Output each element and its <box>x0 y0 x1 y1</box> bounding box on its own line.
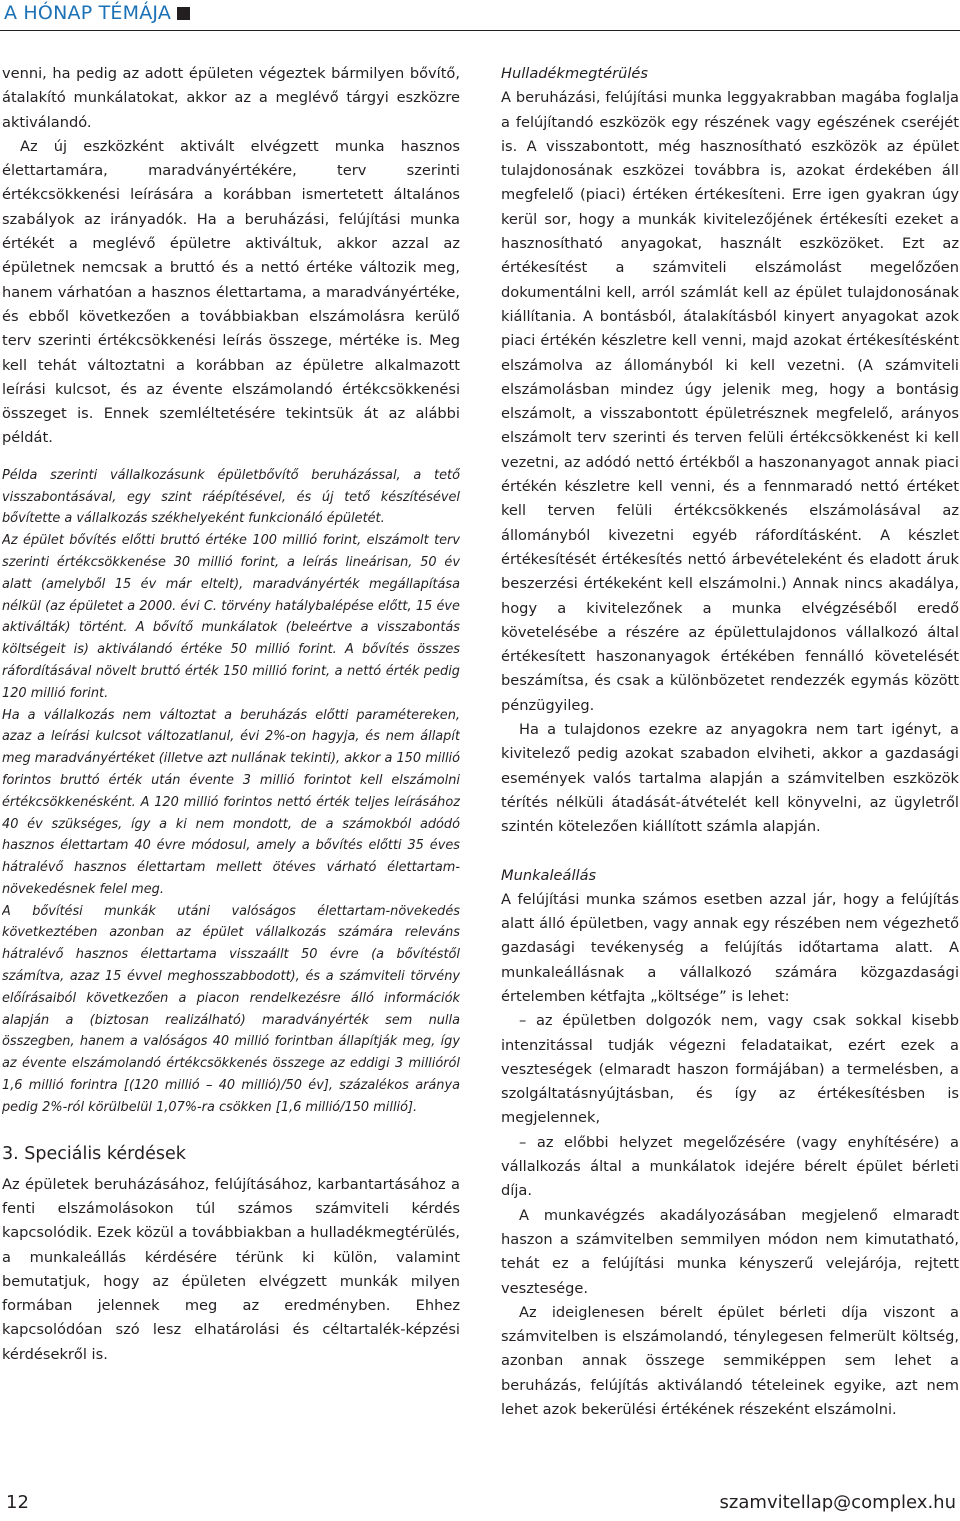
list-item: – az előbbi helyzet megelőzésére (vagy enyhítésére) a vállalkozás által a munkálatok idejére bérelt épület bérleti díja. <box>501 1133 959 1200</box>
section-square-icon <box>177 7 190 20</box>
paragraph: Az ideiglenesen bérelt épület bérleti díja viszont a számvitelben is elszámolandó, ténylegesen felmerült költség, azonban annak összege semmiképpen sem lehet a beruházás, felújítás aktiválandó tételeinek egyike, azt nem lehet azok bekerülési értékének részeként elszámolni. <box>501 1303 959 1419</box>
paragraph: A felújítási munka számos esetben azzal jár, hogy a felújítás alatt álló épületben, vagy annak egy részében nem végezhető gazdasági tevékenység a felújítás időtartama alatt. A munkaleállásnak a vállalkozó számára közgazdasági értelemben kétfajta „költsége” is lehet: <box>501 890 959 1005</box>
example-paragraph: Az épület bővítés előtti bruttó értéke 100 millió forint, elszámolt terv szerinti értékcsökkenése 30 millió forint, a leírás lineárisan, 50 év alatt (amelyből 15 év már eltelt), maradványérték megállapítása nélkül (az épületet a 2000. évi C. törvény hatálybalépése előtt, 15 éve aktiválták) történt. A bővítő munkálatok (beleértve a visszabontás költségeit is) aktiválandó értéke 50 millió forint. A bővítés összes ráfordításával növelt bruttó érték 150 millió forint, a nettó érték pedig 120 millió forint. <box>2 533 460 701</box>
example-paragraph: Példa szerinti vállalkozásunk épületbővítő beruházással, a tető visszabontásával, egy szint ráépítésével, és új tető készítésével bővítette a vállalkozás székhelyeként funkcionáló épületét. <box>2 467 460 527</box>
page-header <box>0 0 960 36</box>
footer-email[interactable]: szamvitellap@complex.hu <box>719 1492 956 1513</box>
paragraph: A munkavégzés akadályozásában megjelenő elmaradt haszon a számvitelben semmilyen módon nem kimutatható, tehát ez a felújítási munka kényszerű velejárója, rejtett vesztesége. <box>501 1206 959 1297</box>
paragraph: venni, ha pedig az adott épületen végeztek bármilyen bővítő, átalakító munkálatokat, akkor az a meglévő tárgyi eszközre aktiválandó. <box>2 65 460 131</box>
subheading: Munkaleállás <box>501 866 597 884</box>
list-item: – az épületben dolgozók nem, vagy csak sokkal kisebb intenzitással tudják végezni feladataikat, ezért ezek a veszteségek (elmaradt haszon formájában) a termelésben, a szolgáltatásnyújtásban, és így az értékesítésben is megjelennek, <box>501 1012 959 1127</box>
paragraph: Ha a tulajdonos ezekre az anyagokra nem tart igényt, a kivitelező pedig azokat szabadon elviheti, akkor a gazdasági események valós tartalma alapján a számvitelben eszközök térítés nélküli átadását-átvételét kell könyvelni, az ügyletről szintén kötelezően kiállított számla alapján. <box>501 721 959 836</box>
left-column <box>2 62 460 1462</box>
paragraph: A beruházási, felújítási munka leggyakrabban magába foglalja a felújítandó eszközök egy részének vagy egészének cseréjét is. A visszabontott, még hasznosítható eszközök az épület tulajdonosának eszközei továbbra is, azokat érdekében áll megfelelő (piaci) értéken értékesíteni. Erre igen gyakran úgy kerül sor, hogy a munkák kivitelezőjének értékesíti ezeket a hasznosítható anyagokat, használt eszközöket. Ezt az értékesítést a számviteli elszámolást megelőzően dokumentálni kell, arról számlát kell az épület tulajdonosának kiállítania. A bontásból, átalakításból kinyert anyagokat azok piaci értékén készletre kell venni, majd azokat értékesítésként elszámolva az állományból ki kell vezetni. (A számviteli elszámolásban mindez úgy jelenik meg, hogy a bontásig elszámolt, a visszabontott épületrésznek megfelelő, arányos elszámolt terv szerinti és terven felüli értékcsökkenést ki kell vezetni, az adódó nettó értékből a haszonanyagot annak piaci értékén készletre kell venni, és a fennmaradó nettó értéket kell terven felüli értékcsökkenés elszámolásával az állományból kivezetni egyéb ráfordításként. A készlet értékesítését értékesítés nettó árbevételeként és eladott áruk beszerzési értékeként kell elszámolni.) Annak nincs akadálya, hogy a kivitelezőnek a munka elvégzéséből eredő követelésébe a részére az épülettulajdonos vállalkozó által értékesített haszonanyagok értékében fennálló követelését beszámítsa, és csak a különbözetet rendezzék egymás között pénzügyileg. <box>501 89 959 714</box>
paragraph: Az épületek beruházásához, felújításához, karbantartásához a fenti elszámolásokon túl számos számviteli kérdés kapcsolódik. Ezek közül a továbbiakban a hulladékmegtérülés, a munkaleállás kérdésére térünk ki külön, valamint bemutatjuk, hogy az épületen elvégzett munkák milyen formában jelennek meg az eredményben. Ehhez kapcsolódóan szó lesz elhatárolási és céltartalék-képzési kérdésekről is. <box>2 1175 460 1363</box>
page-footer <box>0 1490 960 1518</box>
paragraph: Az új eszközként aktivált elvégzett munka hasznos élettartamára, maradványértékére, terv szerinti értékcsökkenési leírására a korábban ismertetett általános szabályok az irányadók. Ha a beruházási, felújítási munka értékét a meglévő épületre aktiváltuk, akkor azzal az épületnek nemcsak a bruttó és a nettó értéke változik meg, hanem várhatóan a hasznos élettartama, a maradványértéke, és ebből következően a továbbiakban elszámolásra kerülő terv szerinti értékcsökkenési leírás összege, mértéke is. Meg kell tehát változtatni a korábban az épületre alkalmazott leírási kulcsot, és az évente elszámolandó értékcsökkenési összeget is. Ennek szemléltetésére tekintsük át az alábbi példát. <box>2 137 460 447</box>
header-rule <box>0 30 960 31</box>
section-title: A HÓNAP TÉMÁJA <box>4 2 172 24</box>
page-number: 12 <box>6 1492 29 1513</box>
example-paragraph: A bővítési munkák utáni valóságos élettartam-növekedés következtében azonban az épület vállalkozás számára releváns hátralévő hasznos élettartama visszaállt 50 évre (a bővítéstől számítva, azaz 15 évvel meghosszabbodott), és a számviteli törvény előírásaiból következően a piacon rendelkezésre álló információk alapján a (biztosan realizálható) maradványérték sem nulla összegben, hanem a valóságos 40 millió forintban állapítják meg, így az évente elszámolandó értékcsökkenés összege az eddigi 3 millióról 1,6 millió forintra [(120 millió – 40 millió)/50 év], százalékos aránya pedig 2%-ról körülbelül 1,07%-ra csökken [1,6 millió/150 millió]. <box>2 903 460 1115</box>
example-paragraph: Ha a vállalkozás nem változtat a beruházás előtti paramétereken, azaz a leírási kulcsot változatlanul, évi 2%-on hagyja, és nem állapít meg maradványértéket (illetve azt nullának tekinti), akkor a 150 millió forintos bruttó érték után évente 3 millió forintot kell elszámolni értékcsökkenésként. A 120 millió forintos nettó érték teljes leírásához 40 év szükséges, így a ki nem mondott, de a számokból adódó hasznos élettartam 40 évre módosul, amely a bővítés előtti 35 éves hátralévő hasznos élettartam mellett ötéves várható élettartam-növekedésnek felel meg. <box>2 707 460 897</box>
section-heading: 3. Speciális kérdések <box>2 1143 186 1164</box>
right-column <box>501 62 959 1462</box>
subheading: Hulladékmegtérülés <box>501 65 649 82</box>
